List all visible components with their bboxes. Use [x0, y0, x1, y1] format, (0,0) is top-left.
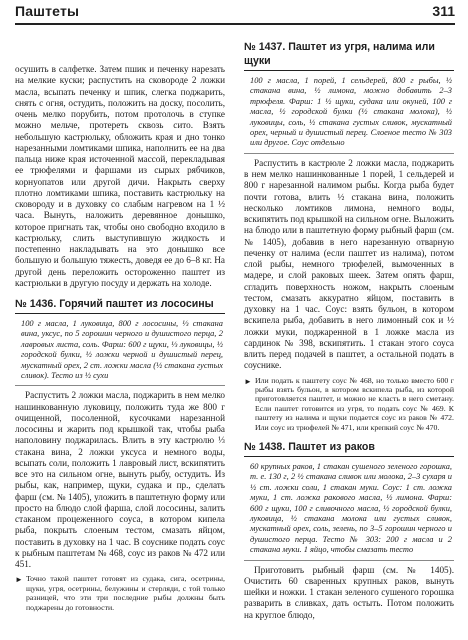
recipe-1437-ingredients: 100 г масла, 1 порей, 1 сельдерей, 800 г рыбы, ½ стакана вина, ½ лимона, можно добавить 2–3 трюфеля. Фарш: 1 ½ щуки, судака или окуней, 100 г масла, ½ городской булки (½ стакана молока), ½ луковицы, соль, ½ стакана густых сливок, мускатный орех, черный и душистый перец. Слоеное тесто № 303 или другое. Соус отдельно [244, 76, 454, 154]
left-column [15, 64, 225, 612]
header-rule [15, 23, 455, 25]
recipe-1438-ingredients: 60 крупных раков, 1 стакан сушеного зеленого горошка, т. е. 130 г, 2 ½ стакана сливок или молока, 2–3 сухаря и ½ ст. ложки соли, 1 стакан муки. Соус: 1 ст. ложка муки, 1 ст. ложка ракового масла, ½ лимона. Фарш: 600 г щуки, 100 г сливочного масла, ½ городской булки, луковица, ½ стакана молока или густых сливок, мускатный орех, соль, зелень, по 3–5 горошин черного и душистого перца. Тесто № 303: 200 г масла и 2 стакана муки. 1 яйцо, чтобы смазать тесто [244, 462, 454, 561]
running-head [15, 3, 455, 25]
section-title: Паштеты [15, 3, 80, 19]
right-column [244, 40, 454, 621]
recipe-1437-title: № 1437. Паштет из угря, налима или щуки [244, 40, 454, 71]
recipe-1436-title: № 1436. Горячий паштет из лососины [15, 297, 225, 314]
continued-recipe-text: осушить в салфетке. Затем пшик и печенку нарезать на мелкие куски; распустить на сковороде 2 ложки масла, всыпать печенку и шпик, слегка поджарить, снять с огня, остудить, положить на доску, посолить, очень мелко порубить, потом протолочь в ступке можно мельче, протереть сквозь сито. Взять небольшую кастрюльку, обложить края и дно тонко нарезанными ломтиками шпика, наполнить ее на два пальца ниже края источенной массой, перекладывая ее трюфелями и фаршами из сырых рябчиков, корнуопатов или другой дичи. Накрыть сверху плотно ломтиками шпика, поставить кастрюльку на сковороду и в духовку со слабым нагревом на 1 ½ часа. Вынуть, наложить деревянное донышко, которое пригнать так, чтобы оно свободно входило в кастрюльку, слить выступившую жидкость и постепенно накладывать на это донышко все большую и большую тяжесть, доведя ее до 6–8 кг. На другой день переложить остороженно паштет из кастрюльки в другую посуду и держать на холоде. [15, 64, 225, 288]
recipe-1436-ingredients: 100 г масла, 1 луковица, 800 г лососины, ⅓ стакана вина, уксус, по 5 горошин черного и душистого перца, 2 лавровых листа, соль. Фарш: 600 г щуки, ⅓ луковицы, ½ городской булки, ½ ложки черной и душистый перец, мускатный орех, 2 ст. ложки масла (½ стакана густых сливок). Тесто из ½ сухи [15, 319, 225, 386]
recipe-1437-note [244, 376, 454, 432]
recipe-1436-note-text: Точно такой паштет готовят из судака, сига, осетрины, щуки, угря, осетрины, белужины и стерляди, с той только разницей, что эти три последние рыбы должны быть поджарены до готовности. [26, 574, 225, 612]
triangle-bullet-icon: ► [15, 575, 23, 585]
recipe-1436-note [15, 574, 225, 612]
recipe-1437-body: Распустить в кастрюле 2 ложки масла, поджарить в нем мелко нашинкованные 1 порей, 1 сельдерей и 800 г нарезанной налимом рыбы. Когда рыба будет почти готова, влить ½ стакана вина, положить несколько ломтиков лимона, немного воды, вскипятить под крышкой на сильном огне. Выложить на блюдо или в паштетную форму рыбный фарш (см. № 1405), добавив в него нарезанную отварную печенку от налима (если паштет из налима), потом слой рыбы, немного трюфелей, вымоченных в мадере, и слой раковых шеек. Затем опять фарш, сгладить поверхность ножом, накрыть слоеным тестом, смазать аккуратно яйцом, поставить в духовку на 1 час. Соус: взять бульон, в котором вскипела рыба, добавить в него лимонный сок и ½ ложки муки, поджаренной в 1 ложке масла из сардинок № 398, вскипятить. 1 стакан этого соуса влить перед подачей в паштет, а остальной подать в соуснике. [244, 157, 454, 371]
triangle-bullet-icon: ► [244, 376, 252, 386]
recipe-1438-body: Приготовить рыбный фарш (см. № 1405). Очистить 60 сваренных крупных раков, вынуть шейки и ножки. 1 стакан зеленого сушеного горошка разварить в сливках, дать остыть. Потом положить на круглое блюдо, [244, 564, 454, 620]
page-number: 311 [432, 3, 455, 19]
recipe-1438-title: № 1438. Паштет из раков [244, 440, 454, 457]
recipe-1436-body: Распустить 2 ложки масла, поджарить в нем мелко нашинкованную луковицу, положить туда же 800 г очищенной, посоленной, кусочками нарезанной лососины и жарить под крышкой так, чтобы рыба наполовину поджарилась. Влить в эту кастрюлю ⅓ стакана вина, 2 ложки уксуса и немного воды, всыпать соли, положить 1 лавровый лист, вскипятить все это на сильном огне, вынуть рыбу, остудить. Из рыбы, как, например, щуки, судака и пр., сделать фарш (см. № 1405), уложить в паштетную форму или просто на блюдо слой фарша, слой лососины, залить стаканом процеженного соуса, в котором кипела рыба, покрыть слоеным тестом, смазать яйцом, поставить в духовку на 1 час. В соуснике подать соус к рыбным паштетам № 468, соус из раков № 472 или 451. [15, 390, 225, 570]
recipe-1437-note-text: Или подать к паштету соус № 468, но только вместо 600 г рыбы взять бульон, в котором вскипела рыба, из которой приготовляется паштет, и можно не класть в него сметану. Если паштет готовится из угря, то подать соус № 469. К паштету из налима и щуки подается соус из раков № 472. Или соус из трюфелей № 471, или крепкий соус № 470. [255, 375, 454, 432]
